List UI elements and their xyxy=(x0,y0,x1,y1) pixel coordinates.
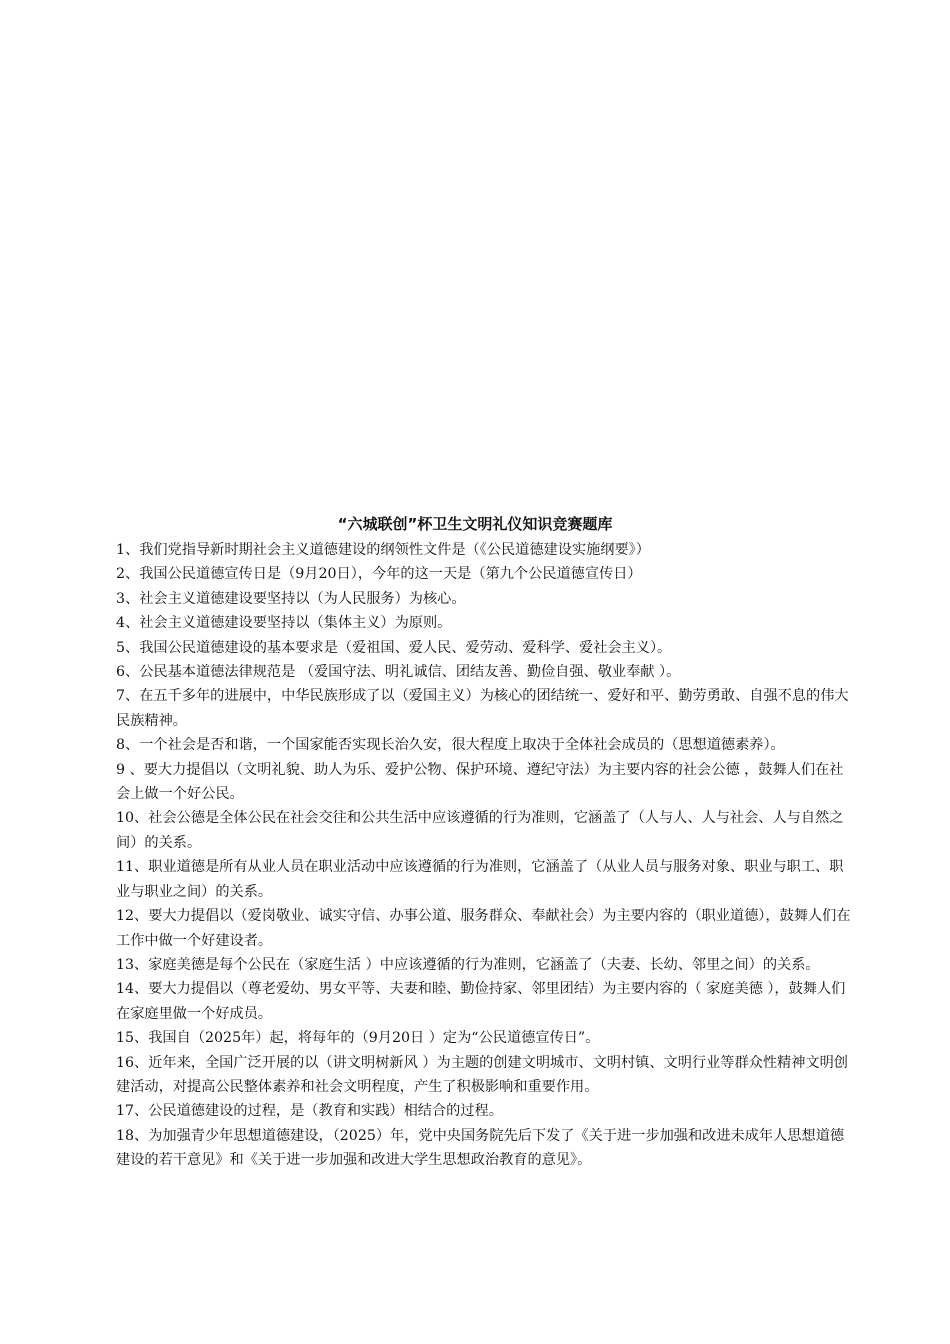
question-item: 9 、要大力提倡以（文明礼貌、助人为乐、爱护公物、保护环境、遵纪守法）为主要内容的社会公德 ，鼓舞人们在社会上做一个好公民。 xyxy=(116,761,844,803)
question-item: 4、社会主义道德建设要坚持以（集体主义）为原则。 xyxy=(116,615,452,632)
question-item: 12、要大力提倡以（爱岗敬业、诚实守信、办事公道、服务群众、奉献社会）为主要内容的（职业道德），鼓舞人们在工作中做一个好建设者。 xyxy=(116,908,851,949)
question-item: 13、家庭美德是每个公民在（家庭生活 ）中应该遵循的行为准则，它涵盖了（夫妻、长幼、邻里之间）的关系。 xyxy=(116,956,820,973)
question-item: 3、社会主义道德建设要坚持以（为人民服务）为核心。 xyxy=(116,590,466,607)
question-item: 17、公民道德建设的过程，是（教育和实践）相结合的过程。 xyxy=(116,1103,503,1120)
question-list xyxy=(116,538,854,1173)
question-item: 11、职业道德是所有从业人员在职业活动中应该遵循的行为准则，它涵盖了（从业人员与服务对象、职业与职工、职业与职业之间）的关系。 xyxy=(116,859,844,900)
question-item: 6、公民基本道德法律规范是 （爱国守法、明礼诚信、团结友善、勤俭自强、敬业奉献 ）。 xyxy=(116,664,681,681)
question-item: 14、要大力提倡以（尊老爱幼、男女平等、夫妻和睦、勤俭持家、邻里团结）为主要内容的（ 家庭美德 ），鼓舞人们在家庭里做一个好成员。 xyxy=(116,981,846,1022)
question-item: 7、在五千多年的进展中，中华民族形成了以（爱国主义）为核心的团结统一、爱好和平、勤劳勇敢、自强不息的伟大民族精神。 xyxy=(116,688,849,729)
document-title: “六城联创”杯卫生文明礼仪知识竞赛题库 xyxy=(337,515,613,533)
question-item: 5、我国公民道德建设的基本要求是（爱祖国、爱人民、爱劳动、爱科学、爱社会主义）。 xyxy=(116,639,672,656)
question-item: 8、一个社会是否和谐，一个国家能否实现长治久安，很大程度上取决于全体社会成员的（思想道德素养）。 xyxy=(116,737,785,754)
question-item: 15、我国自（2025年）起，将每年的（9月20日 ）定为“公民道德宣传日”。 xyxy=(116,1030,600,1047)
question-item: 1、我们党指导新时期社会主义道德建设的纲领性文件是（《公民道德建设实施纲要》） xyxy=(116,542,650,558)
question-item: 2、我国公民道德宣传日是（9月20日），今年的这一天是（第九个公民道德宣传日） xyxy=(116,566,642,583)
question-item: 16、近年来，全国广泛开展的以（讲文明树新风 ）为主题的创建文明城市、文明村镇、文明行业等群众性精神文明创建活动，对提高公民整体素养和社会文明程度，产生了积极影响和重要作用。 xyxy=(116,1054,848,1095)
question-item: 10、社会公德是全体公民在社会交往和公共生活中应该遵循的行为准则，它涵盖了（人与人、人与社会、人与自然之间）的关系。 xyxy=(116,810,844,851)
question-item: 18、为加强青少年思想道德建设，（2025）年，党中央国务院先后下发了《关于进一步加强和改进未成年人思想道德建设的若干意见》和《关于进一步加强和改进大学生思想政治教育的意见》。 xyxy=(116,1127,845,1169)
